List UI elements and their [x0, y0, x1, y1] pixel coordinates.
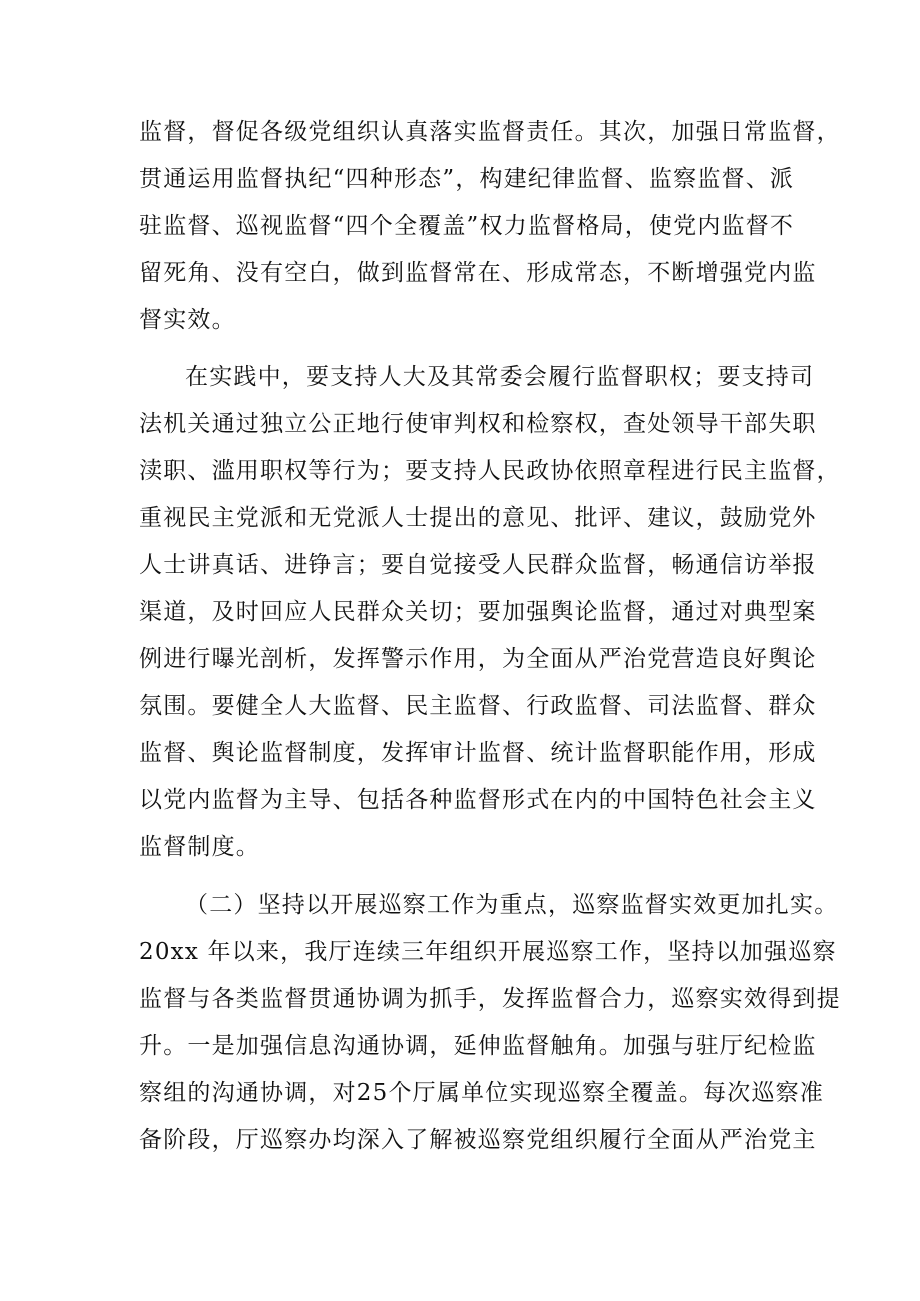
- paragraph-line: 20xx 年以来，我厅连续三年组织开展巡察工作，坚持以加强巡察: [139, 939, 837, 965]
- paragraph-line: 重视民主党派和无党派人士提出的意见、批评、建议，鼓励党外: [139, 505, 817, 531]
- paragraph-line: 备阶段，厅巡察办均深入了解被巡察党组织履行全面从严治党主: [139, 1127, 817, 1153]
- paragraph-2: [139, 354, 841, 871]
- paragraph-line: 察组的沟通协调，对25个厅属单位实现巡察全覆盖。每次巡察准: [139, 1080, 825, 1106]
- paragraph-line: 监督、舆论监督制度，发挥审计监督、统计监督职能作用，形成: [139, 740, 817, 766]
- paragraph-line: 监督与各类监督贯通协调为抓手，发挥监督合力，巡察实效得到提: [139, 986, 841, 1012]
- paragraph-3: [139, 882, 841, 1164]
- paragraph-line: 升。一是加强信息沟通协调，延伸监督触角。加强与驻厅纪检监: [139, 1033, 817, 1059]
- section-heading-line: （二）坚持以开展巡察工作为重点，巡察监督实效更加扎实。: [185, 892, 839, 918]
- paragraph-line: 渠道，及时回应人民群众关切；要加强舆论监督，通过对典型案: [139, 599, 817, 625]
- paragraph-line: 渎职、滥用职权等行为；要支持人民政协依照章程进行民主监督，: [139, 458, 841, 484]
- paragraph-line: 法机关通过独立公正地行使审判权和检察权，查处领导干部失职: [139, 411, 817, 437]
- paragraph-line: 贯通运用监督执纪“四种形态”，构建纪律监督、监察监督、派: [139, 166, 795, 192]
- paragraph-line: 驻监督、巡视监督“四个全覆盖”权力监督格局，使党内监督不: [139, 213, 795, 239]
- paragraph-line: 督实效。: [139, 307, 236, 333]
- paragraph-line: 监督，督促各级党组织认真落实监督责任。其次，加强日常监督，: [139, 119, 841, 145]
- paragraph-line: 人士讲真话、进铮言；要自觉接受人民群众监督，畅通信访举报: [139, 552, 817, 578]
- paragraph-line: 监督制度。: [139, 834, 260, 860]
- paragraph-1: [139, 109, 841, 344]
- paragraph-line: 例进行曝光剖析，发挥警示作用，为全面从严治党营造良好舆论: [139, 646, 817, 672]
- paragraph-line: 氛围。要健全人大监督、民主监督、行政监督、司法监督、群众: [139, 693, 817, 719]
- paragraph-line: 在实践中，要支持人大及其常委会履行监督职权；要支持司: [185, 364, 815, 390]
- paragraph-line: 以党内监督为主导、包括各种监督形式在内的中国特色社会主义: [139, 787, 817, 813]
- paragraph-line: 留死角、没有空白，做到监督常在、形成常态，不断增强党内监: [139, 260, 817, 286]
